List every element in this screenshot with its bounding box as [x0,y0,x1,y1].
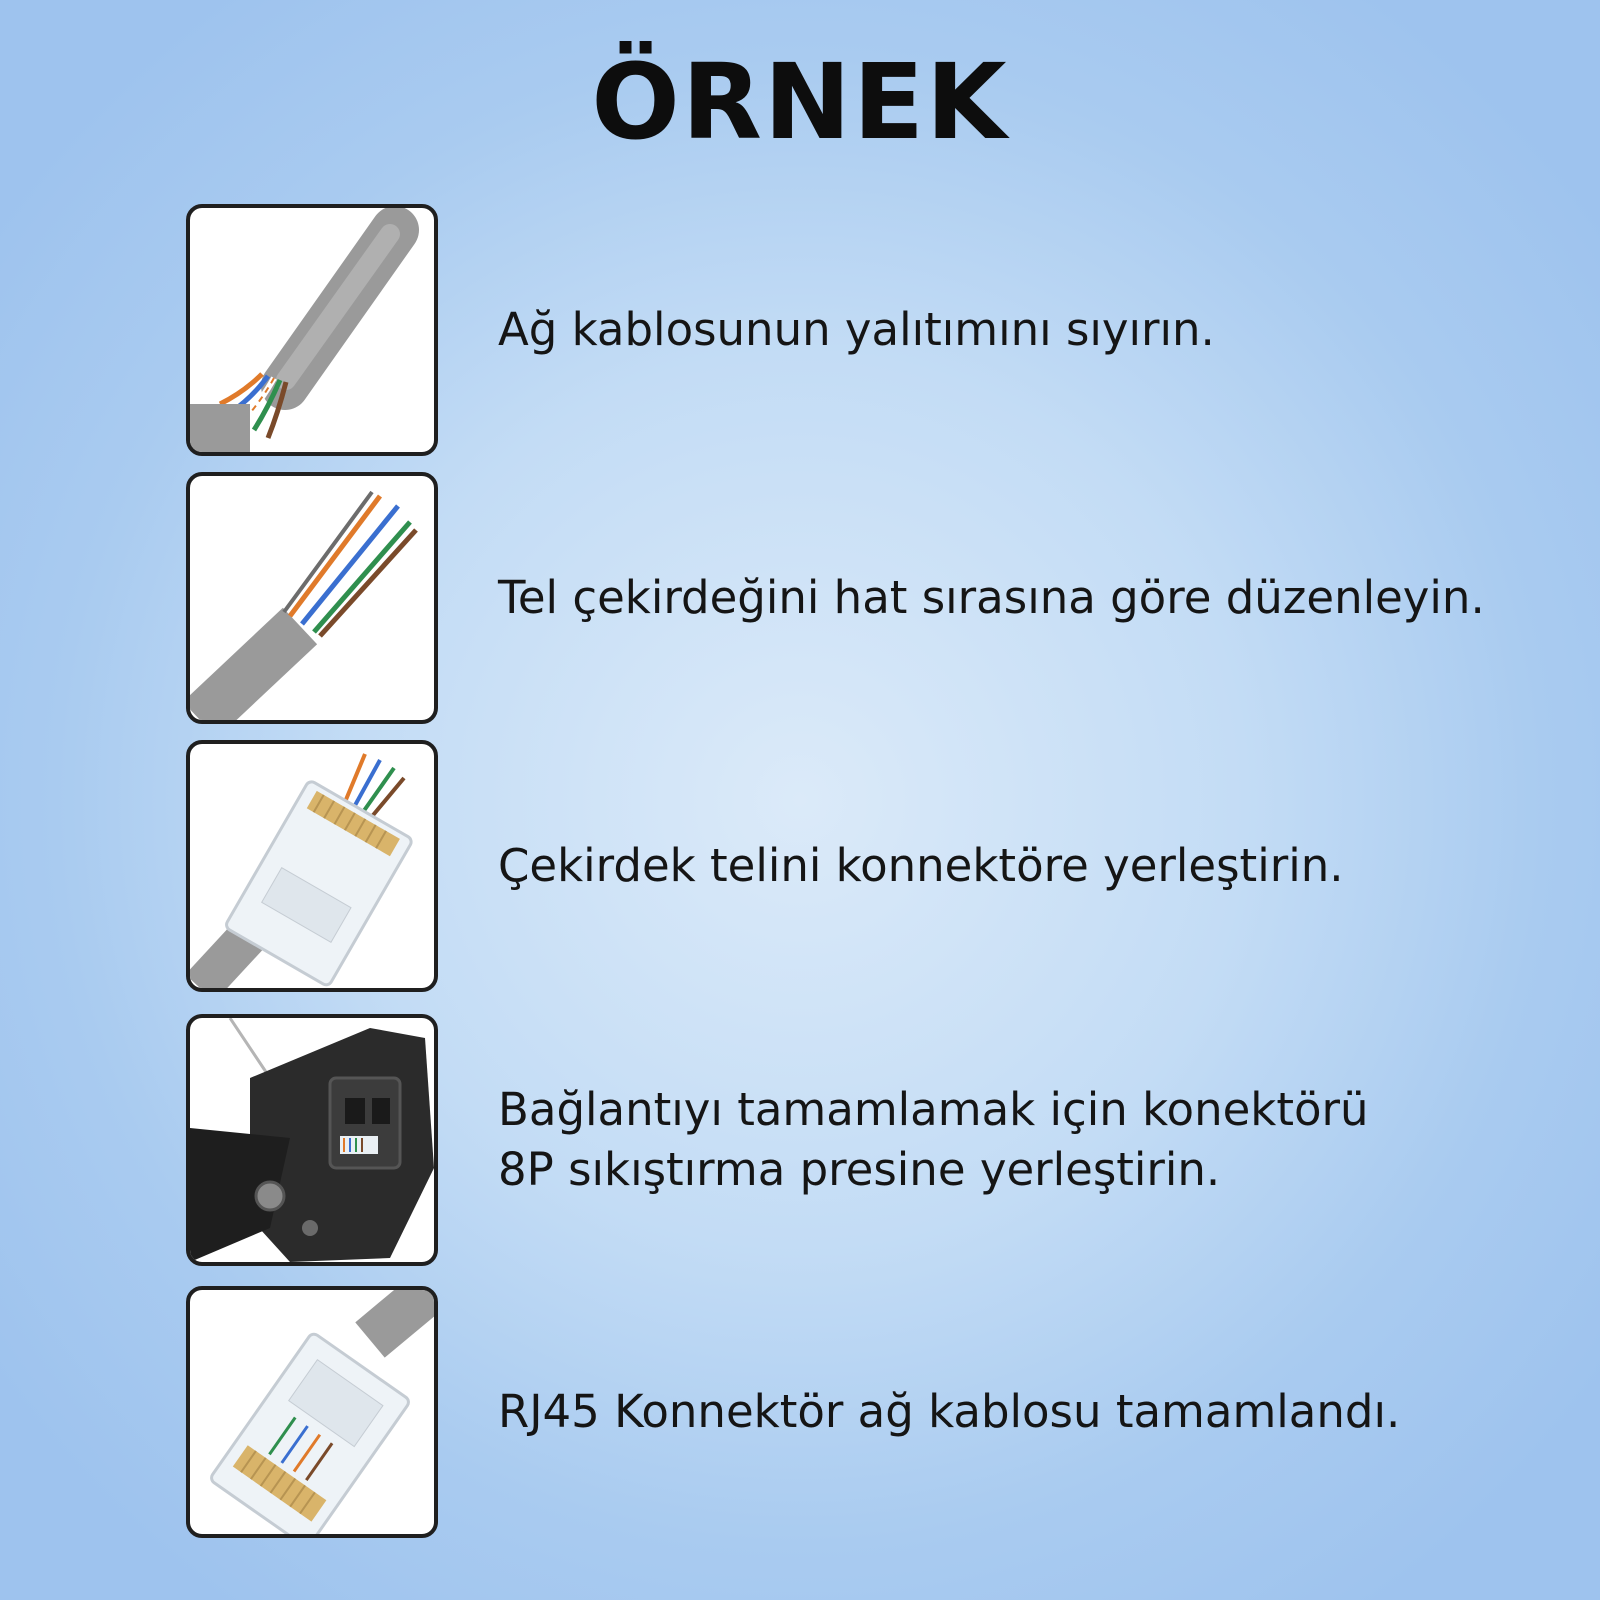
step-1-caption [498,204,1578,456]
stripped-cable-icon [190,208,434,452]
step-3-caption [498,740,1578,992]
page-title: ÖRNEK [591,41,1009,163]
arranged-wires-icon [190,476,434,720]
step-4-caption-line-2: 8P sıkıştırma presine yerleştirin. [498,1143,1221,1196]
step-5-caption-line-1: RJ45 Konnektör ağ kablosu tamamlandı. [498,1385,1401,1438]
step-2 [186,472,1566,722]
step-2-image [186,472,438,724]
step-1 [186,204,1566,454]
step-1-caption-line-1: Ağ kablosunun yalıtımını sıyırın. [498,303,1215,356]
step-2-caption [498,472,1578,724]
step-4-caption-line-1: Bağlantıyı tamamlamak için konektörü [498,1083,1369,1136]
step-5-image [186,1286,438,1538]
step-3-caption-line-1: Çekirdek telini konnektöre yerleştirin. [498,839,1344,892]
step-3-image [186,740,438,992]
rj45-connector-icon [190,1290,434,1534]
step-1-image [186,204,438,456]
step-4-caption [498,1014,1578,1266]
step-2-caption-line-1: Tel çekirdeğini hat sırasına göre düzenleyin. [498,571,1485,624]
crimping-tool-icon [190,1018,434,1262]
step-4 [186,1014,1566,1264]
step-5-caption [498,1286,1578,1538]
step-5 [186,1286,1566,1536]
connector-insert-icon [190,744,434,988]
step-3 [186,740,1566,990]
step-4-image [186,1014,438,1266]
